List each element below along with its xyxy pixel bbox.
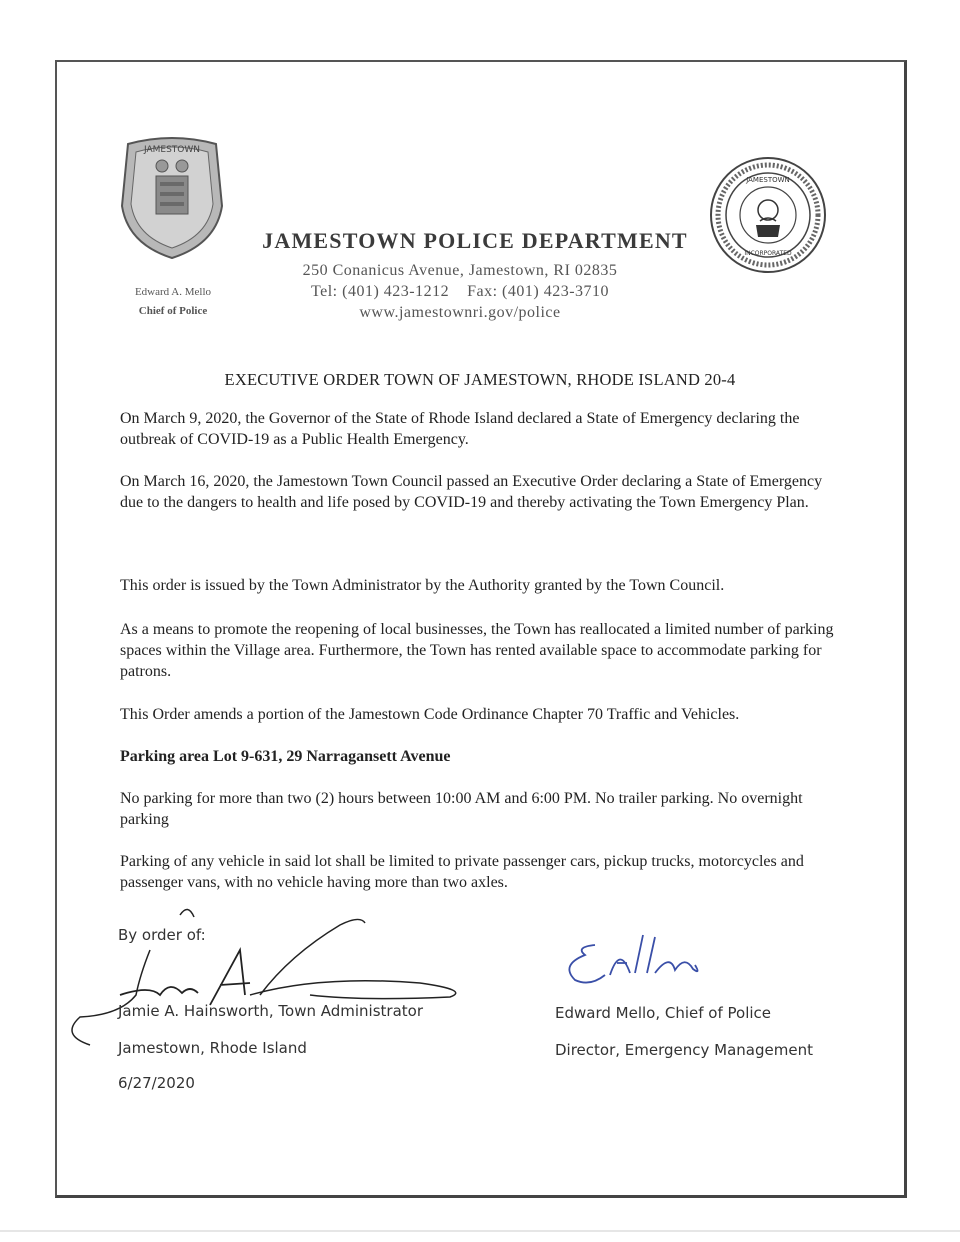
- paragraph-reopening: As a means to promote the reopening of local businesses, the Town has reallocated a limited number of parking spaces within the Village area. Furthermore, the Town has rented available space to accommodate parking for patrons.: [120, 621, 834, 680]
- svg-text:JAMESTOWN: JAMESTOWN: [143, 145, 201, 155]
- chief-title: Director, Emergency Management: [555, 1041, 813, 1059]
- administrator-location: Jamestown, Rhode Island: [118, 1039, 307, 1057]
- chief-name-header: Edward A. Mello: [134, 286, 212, 298]
- department-phone-fax: Tel: (401) 423-1212 Fax: (401) 423-3710: [310, 283, 610, 300]
- department-website: www.jamestownri.gov/police: [359, 304, 561, 321]
- order-title: EXECUTIVE ORDER TOWN OF JAMESTOWN, RHODE ISLAND 20-4: [224, 370, 736, 389]
- police-patch-logo: [118, 136, 226, 260]
- paragraph-governor-emergency: On March 9, 2020, the Governor of the State of Rhode Island declared a State of Emergency declaring the outbreak of COVID-19 as a Public Health Emergency.: [120, 410, 800, 448]
- svg-text:JAMESTOWN: JAMESTOWN: [746, 176, 790, 184]
- paragraph-council-order: On March 16, 2020, the Jamestown Town Council passed an Executive Order declaring a State of Emergency due to the dangers to health and life posed by COVID-19 and thereby activating the Town Emergency Plan.: [120, 473, 823, 511]
- department-name: JAMESTOWN POLICE DEPARTMENT: [262, 228, 688, 253]
- paragraph-time-limit: No parking for more than two (2) hours between 10:00 AM and 6:00 PM. No trailer parking. No overnight parking: [120, 790, 803, 828]
- chief-name: Edward Mello, Chief of Police: [555, 1004, 772, 1022]
- town-seal-logo: [708, 155, 828, 275]
- svg-text:INCORPORATED: INCORPORATED: [744, 250, 792, 257]
- administrator-name: Jamie A. Hainsworth, Town Administrator: [118, 1002, 424, 1020]
- paragraph-vehicle-limits: Parking of any vehicle in said lot shall be limited to private passenger cars, pickup trucks, motorcycles and passenger vans, with no vehicle having more than two axles.: [120, 853, 804, 891]
- parking-area-heading: Parking area Lot 9-631, 29 Narragansett Avenue: [120, 748, 451, 765]
- department-address: 250 Conanicus Avenue, Jamestown, RI 02835: [302, 262, 618, 279]
- administrator-signature: [60, 895, 480, 1055]
- scan-edge-line: [0, 1230, 960, 1232]
- by-order-label: By order of:: [118, 926, 206, 944]
- chief-signature: [555, 925, 715, 995]
- chief-title-header: Chief of Police: [138, 305, 208, 317]
- order-date: 6/27/2020: [118, 1074, 195, 1092]
- paragraph-amendment: This Order amends a portion of the Jamestown Code Ordinance Chapter 70 Traffic and Vehicles.: [120, 706, 740, 723]
- paragraph-authority: This order is issued by the Town Administrator by the Authority granted by the Town Council.: [120, 577, 725, 594]
